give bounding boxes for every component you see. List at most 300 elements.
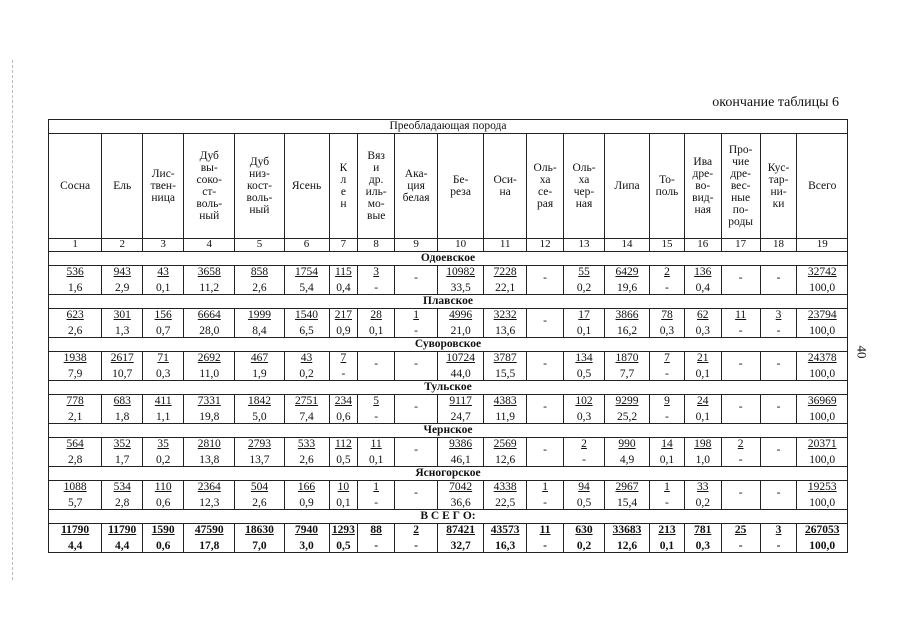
cell-percent: 0,2 bbox=[695, 496, 710, 509]
table-cell bbox=[284, 438, 329, 467]
cell-percent: 5,0 bbox=[252, 410, 267, 423]
table-cell bbox=[49, 352, 102, 381]
cell-percent: 0,4 bbox=[336, 281, 351, 294]
cell-value: - bbox=[414, 272, 419, 285]
region-header-row bbox=[49, 381, 848, 395]
cell-value: 1293 bbox=[331, 524, 355, 537]
table-cell bbox=[438, 438, 484, 467]
cell-value: 1870 bbox=[615, 352, 639, 365]
cell-percent: 4,4 bbox=[67, 539, 83, 552]
cell-percent: 0,9 bbox=[299, 496, 314, 509]
cell-value: 28 bbox=[370, 309, 382, 322]
cell-value: 2364 bbox=[197, 481, 221, 494]
cell-value: 11 bbox=[370, 438, 382, 451]
table-cell bbox=[235, 524, 284, 553]
cell-percent: 46,1 bbox=[450, 453, 471, 466]
cell-percent: 5,7 bbox=[67, 496, 83, 509]
table-cell bbox=[721, 395, 760, 424]
table-cell bbox=[184, 266, 235, 295]
cell-value: 858 bbox=[250, 266, 269, 279]
table-cell bbox=[684, 309, 721, 338]
table-cell bbox=[797, 438, 848, 467]
cell-value: 411 bbox=[154, 395, 172, 408]
column-number: 11 bbox=[484, 239, 527, 252]
cell-value: 7331 bbox=[197, 395, 221, 408]
cell-value: 6429 bbox=[615, 266, 639, 279]
column-header: Липа bbox=[604, 134, 649, 239]
column-header: Дуб низ- кост- воль- ный bbox=[235, 134, 284, 239]
column-header: Вяз и др. иль- мо- вые bbox=[358, 134, 395, 239]
table-cell bbox=[760, 352, 797, 381]
region-header-row bbox=[49, 252, 848, 266]
table-cell bbox=[797, 395, 848, 424]
cell-value: 47590 bbox=[194, 524, 224, 537]
cell-percent: 0,2 bbox=[576, 539, 592, 552]
table-cell bbox=[235, 438, 284, 467]
column-number: 2 bbox=[102, 239, 143, 252]
table-cell bbox=[102, 395, 143, 424]
cell-value: 9386 bbox=[449, 438, 473, 451]
cell-percent: 22,5 bbox=[495, 496, 516, 509]
cell-percent: - bbox=[341, 367, 346, 380]
table-cell bbox=[184, 481, 235, 510]
cell-value: 1754 bbox=[295, 266, 319, 279]
table-cell bbox=[721, 309, 760, 338]
column-header: Всего bbox=[797, 134, 848, 239]
region-name: Ясногорское bbox=[49, 467, 848, 481]
table-cell bbox=[684, 352, 721, 381]
cell-value: 94 bbox=[578, 481, 590, 494]
region-values-row bbox=[49, 266, 848, 295]
cell-percent: 0,6 bbox=[155, 539, 171, 552]
table-cell bbox=[284, 309, 329, 338]
table-cell bbox=[438, 352, 484, 381]
table-cell bbox=[760, 266, 797, 295]
cell-percent: - bbox=[665, 367, 669, 380]
table-cell bbox=[358, 438, 395, 467]
table-cell bbox=[284, 266, 329, 295]
cell-value: 78 bbox=[661, 309, 673, 322]
region-values-row bbox=[49, 395, 848, 424]
cell-value: 630 bbox=[575, 524, 593, 537]
table-cell bbox=[484, 309, 527, 338]
cell-percent: 13,7 bbox=[249, 453, 270, 466]
cell-value: 43 bbox=[300, 352, 313, 365]
cell-percent: 13,8 bbox=[199, 453, 220, 466]
cell-percent: 2,1 bbox=[67, 410, 83, 423]
cell-value: - bbox=[414, 444, 419, 457]
table-body bbox=[49, 252, 848, 553]
cell-value: 17 bbox=[578, 309, 590, 322]
cell-percent: 100,0 bbox=[809, 324, 836, 337]
table-cell bbox=[484, 395, 527, 424]
column-header: Оси- на bbox=[484, 134, 527, 239]
cell-value: 3787 bbox=[493, 352, 517, 365]
cell-percent: 33,5 bbox=[450, 281, 471, 294]
cell-percent: 0,5 bbox=[576, 367, 592, 380]
column-header: Лис- твен- ница bbox=[143, 134, 184, 239]
table-cell bbox=[49, 481, 102, 510]
region-header-row bbox=[49, 424, 848, 438]
cell-value: 1088 bbox=[63, 481, 87, 494]
cell-percent: 0,5 bbox=[336, 453, 351, 466]
cell-value: - bbox=[738, 358, 743, 371]
cell-value: 87421 bbox=[446, 524, 475, 537]
cell-value: 301 bbox=[113, 309, 131, 322]
table-cell bbox=[760, 309, 797, 338]
cell-value: 217 bbox=[334, 309, 353, 322]
cell-value: 2692 bbox=[197, 352, 221, 365]
cell-value: 9 bbox=[664, 395, 670, 408]
cell-percent: 0,9 bbox=[336, 324, 351, 337]
table-cell bbox=[527, 524, 564, 553]
cell-value: 11 bbox=[735, 309, 747, 322]
table-cell bbox=[604, 438, 649, 467]
cell-value: 564 bbox=[66, 438, 84, 451]
column-number: 10 bbox=[438, 239, 484, 252]
cell-percent: 17,8 bbox=[199, 539, 220, 552]
table-cell bbox=[721, 438, 760, 467]
table-cell bbox=[484, 352, 527, 381]
table-cell bbox=[650, 266, 685, 295]
cell-percent: 0,4 bbox=[695, 281, 710, 294]
column-header: Ива дре- во- вид- ная bbox=[684, 134, 721, 239]
cell-value: 3 bbox=[775, 524, 782, 537]
cell-value: 2 bbox=[664, 266, 670, 279]
table-cell bbox=[650, 309, 685, 338]
cell-value: 112 bbox=[334, 438, 352, 451]
cell-percent: 0,1 bbox=[368, 324, 384, 337]
table-cell bbox=[329, 309, 358, 338]
table-cell bbox=[395, 438, 438, 467]
cell-value: 24378 bbox=[807, 352, 837, 365]
cell-percent: 13,6 bbox=[495, 324, 516, 337]
table-cell bbox=[684, 395, 721, 424]
region-values-row bbox=[49, 481, 848, 510]
table-cell bbox=[760, 395, 797, 424]
cell-value: 3658 bbox=[197, 266, 221, 279]
table-cell bbox=[797, 352, 848, 381]
cell-percent: 16,2 bbox=[616, 324, 638, 337]
table-cell bbox=[438, 395, 484, 424]
group-header: Преобладающая порода bbox=[49, 120, 848, 134]
cell-value: 2967 bbox=[615, 481, 639, 494]
table-cell bbox=[235, 352, 284, 381]
cell-value: 1938 bbox=[63, 352, 87, 365]
cell-value: 3 bbox=[775, 309, 782, 322]
cell-value: 6664 bbox=[197, 309, 221, 322]
table-cell bbox=[721, 266, 760, 295]
table-cell bbox=[102, 266, 143, 295]
table-cell bbox=[684, 438, 721, 467]
table-cell bbox=[395, 352, 438, 381]
table-cell bbox=[527, 438, 564, 467]
table-cell bbox=[329, 352, 358, 381]
cell-percent: 0,3 bbox=[695, 539, 710, 552]
table-cell bbox=[143, 395, 184, 424]
cell-value: - bbox=[414, 358, 419, 371]
cell-percent: 16,3 bbox=[495, 539, 516, 552]
cell-percent: 0,6 bbox=[336, 410, 351, 423]
cell-value: - bbox=[414, 401, 419, 414]
cell-percent: - bbox=[738, 324, 743, 337]
table-cell bbox=[284, 481, 329, 510]
cell-percent: - bbox=[543, 539, 548, 552]
table-cell bbox=[564, 438, 605, 467]
table-cell bbox=[564, 481, 605, 510]
cell-value: 2751 bbox=[295, 395, 319, 408]
table-cell bbox=[650, 352, 685, 381]
cell-value: - bbox=[776, 272, 781, 285]
cell-percent: 100,0 bbox=[809, 453, 836, 466]
table-cell bbox=[564, 266, 605, 295]
table-cell bbox=[564, 352, 605, 381]
table-cell bbox=[284, 352, 329, 381]
column-number: 3 bbox=[143, 239, 184, 252]
table-caption: окончание таблицы 6 bbox=[712, 95, 839, 110]
table-cell bbox=[358, 395, 395, 424]
table-cell bbox=[721, 481, 760, 510]
cell-percent: 2,6 bbox=[252, 281, 267, 294]
table-cell bbox=[358, 481, 395, 510]
cell-value: 33683 bbox=[612, 524, 642, 537]
cell-value: 198 bbox=[694, 438, 712, 451]
cell-value: 20371 bbox=[807, 438, 837, 451]
column-number: 5 bbox=[235, 239, 284, 252]
cell-value: 267053 bbox=[804, 524, 840, 537]
table-cell bbox=[102, 309, 143, 338]
cell-percent: - bbox=[776, 324, 781, 337]
table-cell bbox=[684, 524, 721, 553]
cell-value: 781 bbox=[694, 524, 712, 537]
cell-value: 33 bbox=[697, 481, 709, 494]
cell-percent: 7,0 bbox=[252, 539, 267, 552]
cell-percent: 8,4 bbox=[252, 324, 267, 337]
cell-percent: - bbox=[543, 496, 548, 509]
cell-value: 11 bbox=[539, 524, 551, 537]
cell-value: 1 bbox=[373, 481, 380, 494]
table-cell bbox=[604, 524, 649, 553]
cell-percent: 22,1 bbox=[495, 281, 516, 294]
cell-value: 2 bbox=[581, 438, 587, 451]
column-number: 12 bbox=[527, 239, 564, 252]
column-header: Ака- ция белая bbox=[395, 134, 438, 239]
table-cell bbox=[760, 438, 797, 467]
cell-percent: - bbox=[374, 281, 379, 294]
cell-percent: 2,6 bbox=[252, 496, 267, 509]
table-cell bbox=[49, 266, 102, 295]
cell-value: 2810 bbox=[197, 438, 221, 451]
table-cell bbox=[102, 524, 143, 553]
cell-percent: 0,1 bbox=[695, 367, 710, 380]
cell-value: 102 bbox=[575, 395, 593, 408]
table-cell bbox=[684, 481, 721, 510]
column-header: Про- чие дре- вес- ные по- роды bbox=[721, 134, 760, 239]
region-name: Плавское bbox=[49, 295, 848, 309]
column-header: Дуб вы- соко- ст- воль- ный bbox=[184, 134, 235, 239]
cell-percent: 0,1 bbox=[336, 496, 351, 509]
column-header: Ясень bbox=[284, 134, 329, 239]
cell-value: 24 bbox=[697, 395, 709, 408]
cell-value: 55 bbox=[578, 266, 590, 279]
column-header: Ель bbox=[102, 134, 143, 239]
cell-percent: 12,3 bbox=[199, 496, 220, 509]
cell-value: - bbox=[776, 358, 781, 371]
cell-value: 35 bbox=[157, 438, 169, 451]
cell-percent: 1,8 bbox=[115, 410, 130, 423]
table-cell bbox=[527, 309, 564, 338]
cell-value: - bbox=[543, 358, 548, 371]
table-cell bbox=[760, 481, 797, 510]
cell-value: 21 bbox=[697, 352, 709, 365]
table-cell bbox=[484, 524, 527, 553]
cell-value: 778 bbox=[66, 395, 84, 408]
region-values-row bbox=[49, 352, 848, 381]
column-header: Бе- реза bbox=[438, 134, 484, 239]
table-cell bbox=[438, 309, 484, 338]
cell-value: 3232 bbox=[493, 309, 517, 322]
cell-value: 71 bbox=[157, 352, 169, 365]
table-cell bbox=[721, 352, 760, 381]
table-cell bbox=[395, 481, 438, 510]
column-number: 17 bbox=[721, 239, 760, 252]
cell-value: 1 bbox=[664, 481, 670, 494]
cell-percent: 12,6 bbox=[616, 539, 638, 552]
column-number: 13 bbox=[564, 239, 605, 252]
table-cell bbox=[358, 352, 395, 381]
cell-value: 533 bbox=[297, 438, 316, 451]
cell-value: 14 bbox=[661, 438, 673, 451]
cell-percent: 0,6 bbox=[155, 496, 171, 509]
cell-percent: 15,4 bbox=[616, 496, 638, 509]
table-cell bbox=[684, 266, 721, 295]
table-cell bbox=[650, 438, 685, 467]
table-cell bbox=[527, 481, 564, 510]
cell-percent: 6,5 bbox=[299, 324, 314, 337]
cell-value: 2793 bbox=[247, 438, 271, 451]
cell-percent: 4,4 bbox=[115, 539, 130, 552]
column-number: 16 bbox=[684, 239, 721, 252]
cell-value: 623 bbox=[66, 309, 84, 322]
cell-value: 2569 bbox=[493, 438, 517, 451]
cell-percent: 2,8 bbox=[115, 496, 130, 509]
cell-percent: 2,9 bbox=[115, 281, 130, 294]
table-cell bbox=[143, 309, 184, 338]
region-values-row bbox=[49, 309, 848, 338]
cell-value: 7228 bbox=[493, 266, 517, 279]
column-number: 8 bbox=[358, 239, 395, 252]
table-cell bbox=[102, 352, 143, 381]
cell-value: - bbox=[374, 358, 379, 371]
table-cell bbox=[484, 438, 527, 467]
cell-percent: 2,8 bbox=[67, 453, 83, 466]
cell-value: 352 bbox=[113, 438, 131, 451]
cell-value: 9117 bbox=[449, 395, 472, 408]
region-header-row bbox=[49, 467, 848, 481]
table-cell bbox=[527, 395, 564, 424]
cell-percent: 11,0 bbox=[199, 367, 220, 380]
cell-value: - bbox=[738, 401, 743, 414]
column-number: 9 bbox=[395, 239, 438, 252]
cell-value: 9299 bbox=[615, 395, 639, 408]
table-cell bbox=[284, 395, 329, 424]
table-cell bbox=[235, 395, 284, 424]
table-cell bbox=[49, 524, 102, 553]
cell-percent: - bbox=[665, 281, 669, 294]
cell-percent: 0,3 bbox=[576, 410, 592, 423]
table-cell bbox=[358, 266, 395, 295]
table-cell bbox=[49, 309, 102, 338]
cell-percent: 11,2 bbox=[199, 281, 220, 294]
table-cell bbox=[797, 266, 848, 295]
cell-value: 4383 bbox=[493, 395, 517, 408]
cell-percent: - bbox=[665, 410, 669, 423]
column-header: Оль- ха чер- ная bbox=[564, 134, 605, 239]
table-cell bbox=[143, 352, 184, 381]
cell-percent: 1,0 bbox=[695, 453, 710, 466]
cell-percent: - bbox=[582, 453, 586, 466]
cell-value: 18630 bbox=[245, 524, 274, 537]
cell-percent: 100,0 bbox=[809, 367, 836, 380]
table-cell bbox=[484, 481, 527, 510]
cell-value: 534 bbox=[113, 481, 131, 494]
cell-percent: 21,0 bbox=[450, 324, 471, 337]
cell-percent: 0,2 bbox=[299, 367, 314, 380]
cell-value: - bbox=[738, 272, 743, 285]
page-number: 40 bbox=[854, 345, 870, 359]
cell-percent: 100,0 bbox=[809, 496, 836, 509]
cell-value: 234 bbox=[334, 395, 353, 408]
table-cell bbox=[184, 309, 235, 338]
table-cell bbox=[143, 524, 184, 553]
table-cell bbox=[184, 524, 235, 553]
table-cell bbox=[395, 524, 438, 553]
table-cell bbox=[143, 266, 184, 295]
column-number: 15 bbox=[650, 239, 685, 252]
cell-value: 1999 bbox=[247, 309, 271, 322]
cell-value: 23794 bbox=[807, 309, 837, 322]
table-cell bbox=[102, 438, 143, 467]
column-number: 1 bbox=[49, 239, 102, 252]
column-number: 14 bbox=[604, 239, 649, 252]
cell-value: 1 bbox=[542, 481, 548, 494]
cell-value: 7 bbox=[340, 352, 347, 365]
table-cell bbox=[760, 524, 797, 553]
table-cell bbox=[797, 309, 848, 338]
table-cell bbox=[564, 309, 605, 338]
total-header-row bbox=[49, 510, 848, 524]
column-header: Кус- тар- ни- ки bbox=[760, 134, 797, 239]
cell-value: 990 bbox=[618, 438, 636, 451]
cell-value: 43573 bbox=[490, 524, 520, 537]
column-header: К л е н bbox=[329, 134, 358, 239]
table-cell bbox=[650, 524, 685, 553]
cell-value: 467 bbox=[250, 352, 269, 365]
region-name: Тульское bbox=[49, 381, 848, 395]
cell-percent: 0,5 bbox=[336, 539, 351, 552]
cell-value: 3 bbox=[373, 266, 380, 279]
table-cell bbox=[143, 481, 184, 510]
table-cell bbox=[102, 481, 143, 510]
column-number: 7 bbox=[329, 239, 358, 252]
cell-percent: 0,2 bbox=[155, 453, 171, 466]
cell-value: 43 bbox=[157, 266, 169, 279]
table-cell bbox=[235, 481, 284, 510]
table-cell bbox=[395, 266, 438, 295]
cell-percent: 5,4 bbox=[299, 281, 314, 294]
region-name: Суворовское bbox=[49, 338, 848, 352]
region-values-row bbox=[49, 438, 848, 467]
